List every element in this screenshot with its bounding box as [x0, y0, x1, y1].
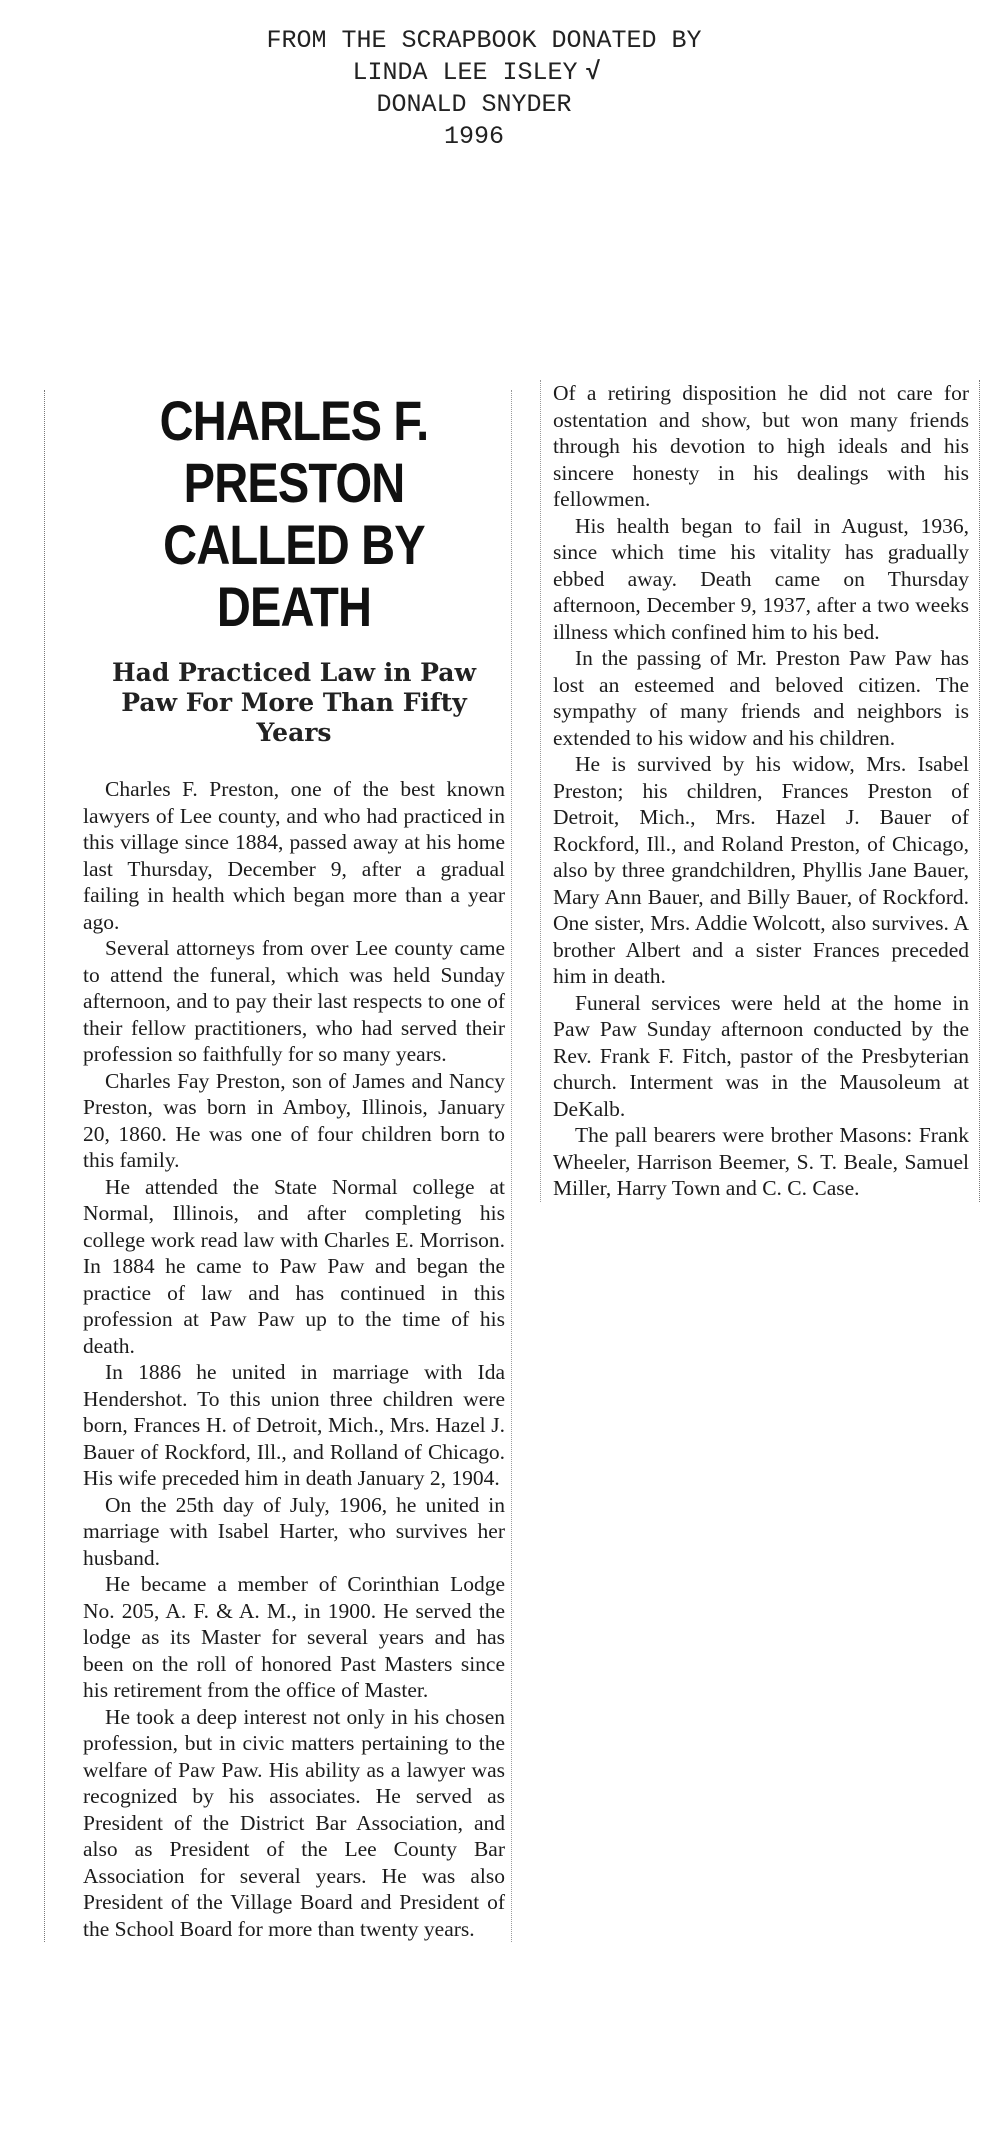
paragraph: Funeral services were held at the home in Paw Paw Sunday afternoon conducted by the Rev. Frank F. Fitch, pastor of the Presbyterian church. Interment was in the Mausoleum at DeKalb.: [553, 990, 969, 1121]
header-line-donor-name: [0, 57, 1008, 89]
scrapbook-donation-header: [0, 25, 1008, 153]
headline-line-1: CHARLES F. PRESTON: [159, 389, 429, 514]
paragraph: Charles F. Preston, one of the best known lawyers of Lee county, and who had practiced in this village since 1884, passed away at his home last Thursday, December 9, after a gradual failing in health which began more than a year ago.: [83, 777, 505, 934]
header-line-year: 1996: [443, 122, 504, 151]
paragraph: He attended the State Normal college at Normal, Illinois, and after completing his college work read law with Charles E. Morrison. In 1884 he came to Paw Paw and began the practice of law and has continued in this profession at Paw Paw up to the time of his death.: [83, 1174, 505, 1358]
paragraph: In 1886 he united in marriage with Ida Hendershot. To this union three children were born, Frances H. of Detroit, Mich., Mrs. Hazel J. Bauer of Rockford, Ill., and Rolland of Chicago. His wife preceded him in death January 2, 1904.: [83, 1360, 505, 1490]
paragraph: Charles Fay Preston, son of James and Nancy Preston, was born in Amboy, Illinois, January 20, 1860. He was one of four children born to this family.: [83, 1068, 505, 1172]
header-line-donated-by: FROM THE SCRAPBOOK DONATED BY: [266, 26, 702, 55]
paragraph: He took a deep interest not only in his chosen profession, but in civic matters pertaining to the welfare of Paw Paw. His ability as a lawyer was recognized by his associates. He served as President of the District Bar Association, and also as President of the Lee County Bar Association for several years. He was also President of the Village Board and President of the School Board for more than twenty years.: [83, 1704, 505, 1941]
handwritten-check-mark: √: [585, 58, 601, 87]
paragraph: Several attorneys from over Lee county came to attend the funeral, which was held Sunday afternoon, and to pay their last respects to one of their fellow practitioners, who had served their profession so faithfully for so many years.: [83, 936, 505, 1066]
paragraph: Of a retiring disposition he did not care for ostentation and show, but won many friends through his devotion to high ideals and his sincere honesty in his dealings with his fellowmen.: [553, 381, 969, 511]
article-subheadline: Had Practiced Law in Paw Paw For More Than Fifty Years: [112, 658, 476, 747]
article-column-right: [540, 380, 980, 1202]
paragraph: In the passing of Mr. Preston Paw Paw has lost an esteemed and beloved citizen. The sympathy of many friends and neighbors is extended to his widow and his children.: [553, 646, 969, 750]
paragraph: He became a member of Corinthian Lodge No. 205, A. F. & A. M., in 1900. He served the lodge as its Master for several years and has been on the roll of honored Past Masters since his retirement from the office of Master.: [83, 1572, 505, 1702]
paragraph: On the 25th day of July, 1906, he united in marriage with Isabel Harter, who survives her husband.: [83, 1492, 505, 1570]
paragraph: His health began to fail in August, 1936, since which time his vitality has gradually ebbed away. Death came on Thursday afternoon, December 9, 1937, after a two weeks illness which confined him to his bed.: [553, 513, 969, 644]
paragraph: He is survived by his widow, Mrs. Isabel Preston; his children, Frances Preston of Detroit, Mich., Mrs. Hazel J. Bauer of Rockford, Ill., and Roland Preston, of Chicago, also by three grandchildren, Phyllis Jane Bauer, Mary Ann Bauer, and Billy Bauer, of Rockford. One sister, Mrs. Addie Wolcott, also survives. A brother Albert and a sister Frances preceded him in death.: [553, 752, 969, 988]
article-column-left: [44, 390, 512, 1942]
article-headline: [83, 390, 505, 638]
paragraph: The pall bearers were brother Masons: Frank Wheeler, Harrison Beemer, S. T. Beale, Samuel Miller, Harry Town and C. C. Case.: [553, 1123, 969, 1200]
donor-name: LINDA LEE ISLEY: [352, 58, 578, 87]
headline-line-2: CALLED BY DEATH: [163, 513, 425, 638]
header-line-second-donor: DONALD SNYDER: [376, 90, 572, 119]
